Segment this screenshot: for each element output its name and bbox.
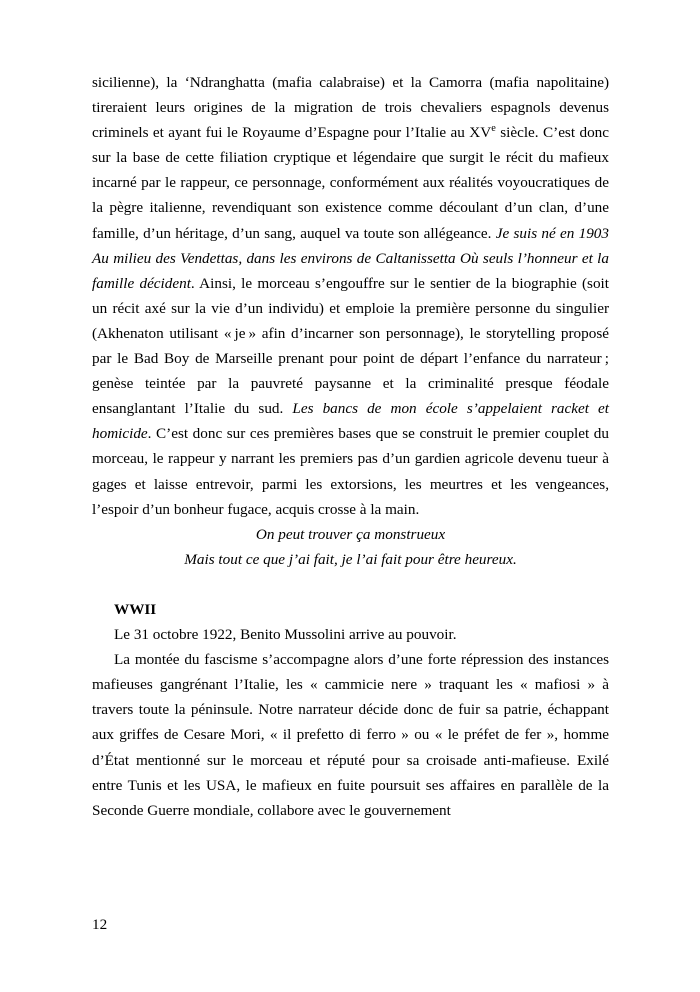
verse-line-2: Mais tout ce que j’ai fait, je l’ai fait pour être heureux. xyxy=(184,550,517,568)
ordinal-superscript: e xyxy=(491,123,496,135)
paragraph-mafia-origins xyxy=(92,70,609,522)
lyric-quote-vendettas: Je suis né en 1903 Au milieu des Vendettas, dans les environs de Caltanissetta Où seuls l’honneur et la famille décident xyxy=(92,224,609,292)
lyric-quote-bancs-ecole: Les bancs de mon école s’appelaient racket et homicide xyxy=(92,400,609,443)
paragraph-run-4: . C’est donc sur ces premières bases que se construit le premier couplet du morceau, le rappeur y narrant les premiers pas d’un gardien agricole devenu tueur à gages et laisse entrevoir, parmi les extorsions, les meurtres et les vengeances, l’espoir d’un bonheur fugace, acquis crosse à la main. xyxy=(92,425,609,518)
paragraph-run-2: siècle. C’est donc sur la base de cette filiation cryptique et légendaire que surgit le récit du mafieux incarné par le rappeur, ce personnage, conformément aux réalités voyoucratiques de la pègre italienne, revendiquant son existence comme découlant d’un clan, d’une famille, d’un héritage, d’un sang, auquel va toute son allégeance. xyxy=(92,124,609,242)
page-number: 12 xyxy=(92,916,108,933)
paragraph-run-3: . Ainsi, le morceau s’engouffre sur le sentier de la biographie (soit un récit axé sur la vie d’un individu) et emploie la première personne du singulier (Akhenaton utilisant « je » afin d’incarner son personnage), le storytelling proposé par le Bad Boy de Marseille prenant pour point de départ l’enfance du narrateur ; genèse teintée par la pauvreté paysanne et la criminalité presque féodale ensanglantant l’Italie du sud. xyxy=(92,274,609,418)
text-column xyxy=(92,70,609,823)
section-heading-wwii: WWII xyxy=(114,600,157,618)
verse-line-1: On peut trouver ça monstrueux xyxy=(255,525,446,543)
paragraph-run-1: sicilienne), la ‘Ndranghatta (mafia calabraise) et la Camorra (mafia napolitaine) tireraient leurs origines de la migration de trois chevaliers espagnols devenus criminels et ayant fui le Royaume d’Espagne pour l’Italie au XV xyxy=(92,74,609,142)
section-spacer xyxy=(92,572,609,597)
paragraph-mussolini: Le 31 octobre 1922, Benito Mussolini arrive au pouvoir. xyxy=(114,626,457,644)
paragraph-fascism-repression: La montée du fascisme s’accompagne alors d’une forte répression des instances mafieuses gangrénant l’Italie, les « cammicie nere » traquant les « mafiosi » à travers toute la péninsule. Notre narrateur décide donc de fuir sa patrie, échappant aux griffes de Cesare Mori, « il prefetto di ferro » ou « le préfet de fer », homme d’État mentionné sur le morceau et réputé pour sa croisade anti-mafieuse. Exilé entre Tunis et les USA, le mafieux en fuite poursuit ses affaires en parallèle de la Seconde Guerre mondiale, collabore avec le gouvernement xyxy=(92,651,609,819)
